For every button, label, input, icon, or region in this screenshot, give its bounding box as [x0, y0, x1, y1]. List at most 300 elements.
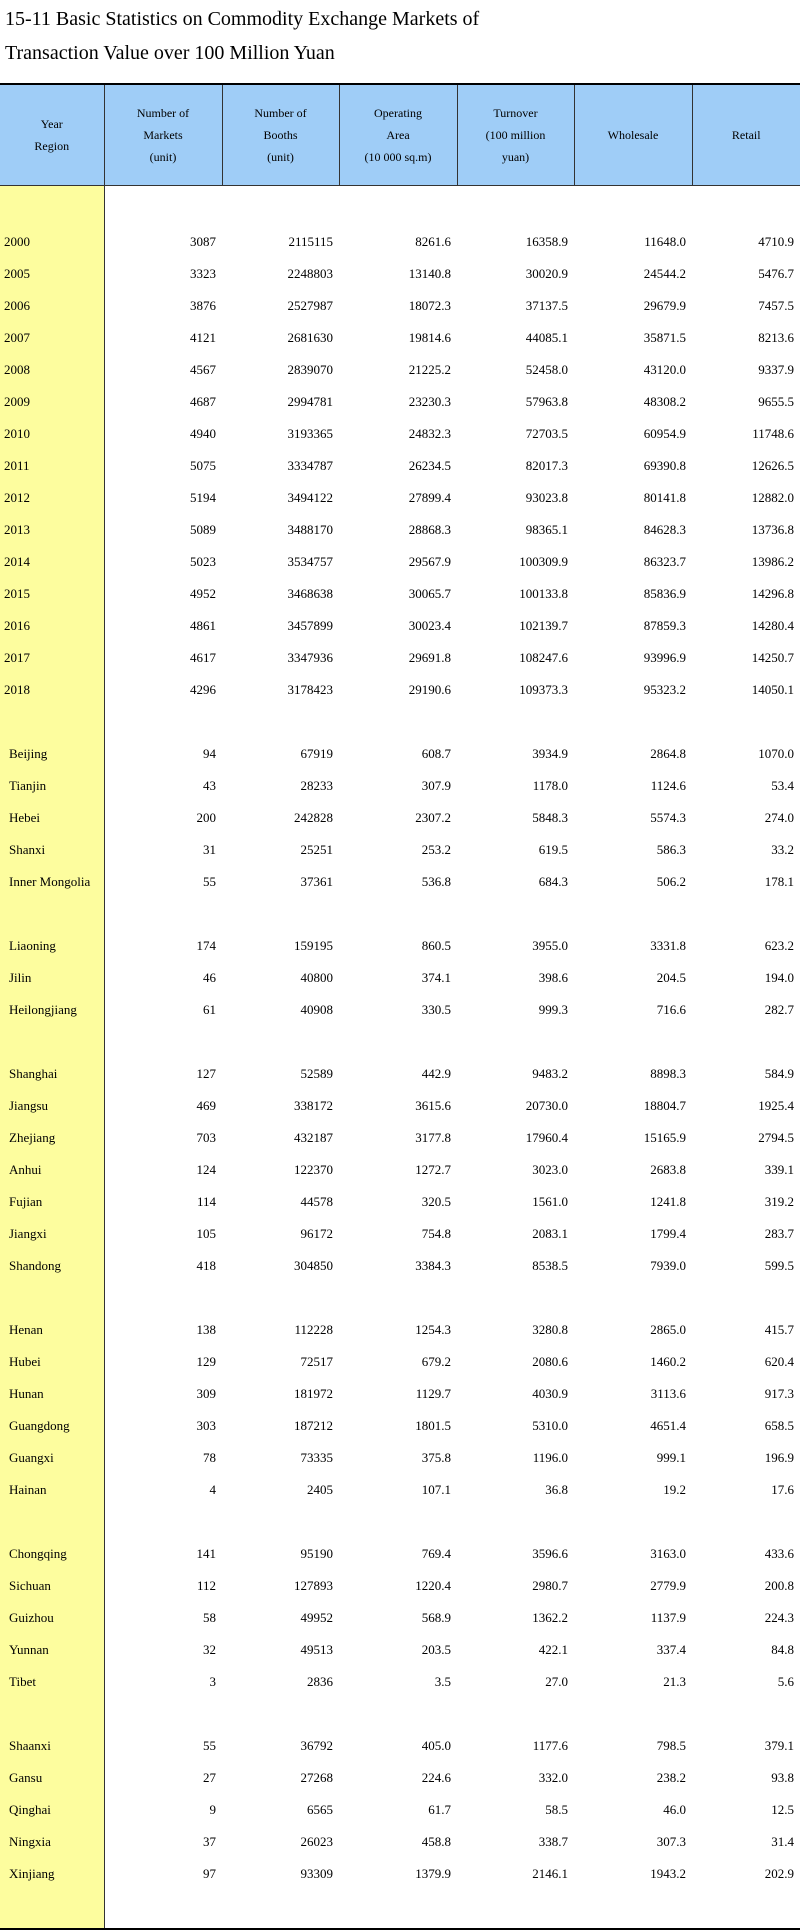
cell-wholesale: 87859.3	[643, 618, 686, 633]
region-row	[0, 1570, 800, 1602]
cell-wholesale: 2864.8	[650, 746, 686, 761]
region-row	[0, 1794, 800, 1826]
cell-markets: 58	[203, 1610, 216, 1625]
cell-operating-area: 1220.4	[415, 1578, 451, 1593]
cell-operating-area: 13140.8	[408, 266, 451, 281]
cell-operating-area: 374.1	[421, 970, 451, 985]
cell-markets: 27	[203, 1770, 216, 1785]
cell-booths: 44578	[300, 1194, 333, 1209]
cell-retail: 14280.4	[751, 618, 794, 633]
cell-booths: 159195	[294, 938, 333, 953]
year-row	[0, 386, 800, 418]
cell-operating-area: 536.8	[421, 874, 451, 889]
header-booths: Number of Booths (unit)	[222, 84, 339, 186]
cell-operating-area: 330.5	[421, 1002, 451, 1017]
cell-booths: 49513	[300, 1642, 333, 1657]
cell-booths: 25251	[300, 842, 333, 857]
cell-wholesale: 15165.9	[643, 1130, 686, 1145]
cell-markets: 55	[203, 1738, 216, 1753]
cell-wholesale: 84628.3	[643, 522, 686, 537]
cell-wholesale: 3163.0	[650, 1546, 686, 1561]
cell-markets: 5089	[190, 522, 216, 537]
cell-markets: 5075	[190, 458, 216, 473]
cell-turnover: 3955.0	[532, 938, 568, 953]
cell-wholesale: 1124.6	[650, 778, 686, 793]
cell-label: 2009	[0, 386, 104, 418]
cell-wholesale: 48308.2	[643, 394, 686, 409]
cell-markets: 174	[196, 938, 216, 953]
cell-wholesale: 93996.9	[643, 650, 686, 665]
region-row	[0, 834, 800, 866]
region-row	[0, 1538, 800, 1570]
cell-booths: 3468638	[287, 586, 333, 601]
cell-markets: 129	[196, 1354, 216, 1369]
cell-label: Qinghai	[0, 1794, 104, 1826]
year-row	[0, 226, 800, 258]
cell-booths: 6565	[307, 1802, 333, 1817]
cell-wholesale: 3113.6	[650, 1386, 686, 1401]
cell-markets: 55	[203, 874, 216, 889]
cell-wholesale: 3331.8	[650, 938, 686, 953]
cell-markets: 418	[196, 1258, 216, 1273]
cell-operating-area: 253.2	[421, 842, 451, 857]
cell-retail: 31.4	[771, 1834, 794, 1849]
year-row	[0, 674, 800, 706]
cell-retail: 274.0	[764, 810, 794, 825]
region-row	[0, 770, 800, 802]
cell-booths: 112228	[294, 1322, 333, 1337]
cell-markets: 141	[196, 1546, 216, 1561]
cell-retail: 620.4	[764, 1354, 794, 1369]
cell-wholesale: 2865.0	[650, 1322, 686, 1337]
cell-operating-area: 1254.3	[415, 1322, 451, 1337]
cell-markets: 4940	[190, 426, 216, 441]
cell-booths: 2836	[307, 1674, 333, 1689]
cell-booths: 72517	[300, 1354, 333, 1369]
cell-booths: 3494122	[287, 490, 333, 505]
cell-turnover: 102139.7	[519, 618, 568, 633]
year-row	[0, 642, 800, 674]
year-row	[0, 482, 800, 514]
cell-wholesale: 69390.8	[643, 458, 686, 473]
cell-wholesale: 19.2	[663, 1482, 686, 1497]
cell-label: 2014	[0, 546, 104, 578]
cell-turnover: 3023.0	[532, 1162, 568, 1177]
cell-turnover: 684.3	[538, 874, 568, 889]
cell-turnover: 398.6	[538, 970, 568, 985]
cell-retail: 11748.6	[752, 426, 794, 441]
cell-label: Tianjin	[0, 770, 104, 802]
cell-wholesale: 7939.0	[650, 1258, 686, 1273]
region-row	[0, 738, 800, 770]
year-row	[0, 578, 800, 610]
cell-retail: 178.1	[764, 874, 794, 889]
cell-wholesale: 86323.7	[643, 554, 686, 569]
cell-turnover: 17960.4	[525, 1130, 568, 1145]
cell-operating-area: 1272.7	[415, 1162, 451, 1177]
cell-retail: 93.8	[771, 1770, 794, 1785]
cell-booths: 93309	[300, 1866, 333, 1881]
cell-operating-area: 29691.8	[408, 650, 451, 665]
cell-label: Jiangxi	[0, 1218, 104, 1250]
cell-operating-area: 26234.5	[408, 458, 451, 473]
cell-turnover: 1178.0	[532, 778, 568, 793]
cell-turnover: 5848.3	[532, 810, 568, 825]
cell-markets: 124	[196, 1162, 216, 1177]
region-row	[0, 1058, 800, 1090]
cell-booths: 95190	[300, 1546, 333, 1561]
header-turnover: Turnover (100 million yuan)	[457, 84, 574, 186]
cell-operating-area: 30065.7	[408, 586, 451, 601]
cell-markets: 46	[203, 970, 216, 985]
cell-turnover: 37137.5	[525, 298, 568, 313]
cell-markets: 4	[209, 1482, 216, 1497]
region-row	[0, 1634, 800, 1666]
cell-label: Guizhou	[0, 1602, 104, 1634]
cell-retail: 14250.7	[751, 650, 794, 665]
cell-wholesale: 798.5	[656, 1738, 686, 1753]
cell-operating-area: 28868.3	[408, 522, 451, 537]
cell-wholesale: 307.3	[656, 1834, 686, 1849]
cell-label: 2015	[0, 578, 104, 610]
cell-booths: 3334787	[287, 458, 333, 473]
cell-markets: 5023	[190, 554, 216, 569]
cell-turnover: 1177.6	[532, 1738, 568, 1753]
cell-retail: 14296.8	[751, 586, 794, 601]
title-line-1: 15-11 Basic Statistics on Commodity Exchange Markets of	[5, 8, 480, 30]
cell-retail: 599.5	[764, 1258, 794, 1273]
cell-turnover: 338.7	[538, 1834, 568, 1849]
year-row	[0, 610, 800, 642]
cell-booths: 2405	[307, 1482, 333, 1497]
cell-turnover: 20730.0	[525, 1098, 568, 1113]
header-row	[0, 84, 800, 186]
cell-booths: 40800	[300, 970, 333, 985]
cell-operating-area: 1801.5	[415, 1418, 451, 1433]
cell-retail: 917.3	[764, 1386, 794, 1401]
cell-markets: 37	[203, 1834, 216, 1849]
cell-retail: 4710.9	[758, 234, 794, 249]
cell-label: 2006	[0, 290, 104, 322]
cell-wholesale: 1241.8	[650, 1194, 686, 1209]
cell-booths: 3457899	[287, 618, 333, 633]
cell-wholesale: 1799.4	[650, 1226, 686, 1241]
cell-turnover: 72703.5	[525, 426, 568, 441]
cell-turnover: 5310.0	[532, 1418, 568, 1433]
cell-booths: 2681630	[287, 330, 333, 345]
cell-wholesale: 716.6	[656, 1002, 686, 1017]
region-row	[0, 802, 800, 834]
cell-markets: 4861	[190, 618, 216, 633]
cell-markets: 43	[203, 778, 216, 793]
region-row	[0, 994, 800, 1026]
cell-operating-area: 107.1	[421, 1482, 451, 1497]
region-row	[0, 866, 800, 898]
cell-retail: 17.6	[771, 1482, 794, 1497]
cell-booths: 181972	[294, 1386, 333, 1401]
cell-operating-area: 24832.3	[408, 426, 451, 441]
cell-retail: 5.6	[777, 1674, 794, 1689]
region-row	[0, 1410, 800, 1442]
cell-retail: 53.4	[771, 778, 794, 793]
cell-booths: 242828	[294, 810, 333, 825]
cell-wholesale: 85836.9	[643, 586, 686, 601]
cell-label: Hainan	[0, 1474, 104, 1506]
cell-label: 2017	[0, 642, 104, 674]
cell-retail: 1925.4	[758, 1098, 794, 1113]
cell-markets: 4296	[190, 682, 216, 697]
cell-wholesale: 60954.9	[643, 426, 686, 441]
cell-retail: 415.7	[764, 1322, 794, 1337]
cell-turnover: 3596.6	[532, 1546, 568, 1561]
cell-markets: 4121	[190, 330, 216, 345]
cell-retail: 12882.0	[751, 490, 794, 505]
cell-booths: 49952	[300, 1610, 333, 1625]
cell-turnover: 93023.8	[525, 490, 568, 505]
cell-retail: 194.0	[764, 970, 794, 985]
cell-retail: 196.9	[764, 1450, 794, 1465]
cell-operating-area: 568.9	[421, 1610, 451, 1625]
region-row	[0, 1826, 800, 1858]
cell-operating-area: 23230.3	[408, 394, 451, 409]
cell-booths: 187212	[294, 1418, 333, 1433]
cell-wholesale: 24544.2	[643, 266, 686, 281]
cell-turnover: 82017.3	[525, 458, 568, 473]
header-markets: Number of Markets (unit)	[104, 84, 222, 186]
cell-label: 2008	[0, 354, 104, 386]
region-row	[0, 1122, 800, 1154]
cell-operating-area: 3615.6	[415, 1098, 451, 1113]
spacer-row	[0, 706, 800, 738]
cell-operating-area: 769.4	[421, 1546, 451, 1561]
cell-markets: 105	[196, 1226, 216, 1241]
cell-retail: 658.5	[764, 1418, 794, 1433]
region-row	[0, 1762, 800, 1794]
cell-markets: 127	[196, 1066, 216, 1081]
cell-retail: 14050.1	[751, 682, 794, 697]
cell-operating-area: 19814.6	[408, 330, 451, 345]
cell-turnover: 100309.9	[519, 554, 568, 569]
cell-turnover: 109373.3	[519, 682, 568, 697]
cell-booths: 73335	[300, 1450, 333, 1465]
cell-booths: 2248803	[287, 266, 333, 281]
cell-markets: 61	[203, 1002, 216, 1017]
cell-wholesale: 29679.9	[643, 298, 686, 313]
statistics-table	[0, 83, 800, 1930]
spacer-row	[0, 1282, 800, 1314]
cell-turnover: 9483.2	[532, 1066, 568, 1081]
cell-turnover: 422.1	[538, 1642, 568, 1657]
cell-label: 2016	[0, 610, 104, 642]
cell-turnover: 3934.9	[532, 746, 568, 761]
cell-wholesale: 238.2	[656, 1770, 686, 1785]
region-row	[0, 1602, 800, 1634]
cell-wholesale: 43120.0	[643, 362, 686, 377]
spacer-row	[0, 186, 800, 227]
cell-markets: 32	[203, 1642, 216, 1657]
cell-retail: 433.6	[764, 1546, 794, 1561]
cell-booths: 28233	[300, 778, 333, 793]
cell-booths: 27268	[300, 1770, 333, 1785]
region-row	[0, 1250, 800, 1282]
cell-booths: 122370	[294, 1162, 333, 1177]
cell-markets: 309	[196, 1386, 216, 1401]
cell-operating-area: 3.5	[434, 1674, 451, 1689]
cell-turnover: 57963.8	[525, 394, 568, 409]
year-row	[0, 322, 800, 354]
cell-markets: 114	[196, 1194, 216, 1209]
year-row	[0, 514, 800, 546]
cell-markets: 138	[196, 1322, 216, 1337]
header-year-region: Year Region	[0, 84, 104, 186]
cell-operating-area: 442.9	[421, 1066, 451, 1081]
cell-turnover: 27.0	[545, 1674, 568, 1689]
cell-operating-area: 1129.7	[415, 1386, 451, 1401]
cell-booths: 2115115	[288, 234, 333, 249]
cell-label: 2018	[0, 674, 104, 706]
cell-turnover: 36.8	[545, 1482, 568, 1497]
cell-label: 2000	[0, 226, 104, 258]
cell-label: Chongqing	[0, 1538, 104, 1570]
cell-markets: 303	[196, 1418, 216, 1433]
cell-label: Inner Mongolia	[0, 866, 104, 898]
cell-retail: 33.2	[771, 842, 794, 857]
cell-turnover: 58.5	[545, 1802, 568, 1817]
cell-label: Zhejiang	[0, 1122, 104, 1154]
cell-booths: 3347936	[287, 650, 333, 665]
cell-operating-area: 405.0	[421, 1738, 451, 1753]
spacer-row	[0, 1890, 800, 1929]
cell-operating-area: 29567.9	[408, 554, 451, 569]
cell-booths: 127893	[294, 1578, 333, 1593]
cell-operating-area: 375.8	[421, 1450, 451, 1465]
cell-operating-area: 30023.4	[408, 618, 451, 633]
cell-turnover: 8538.5	[532, 1258, 568, 1273]
cell-operating-area: 458.8	[421, 1834, 451, 1849]
cell-booths: 40908	[300, 1002, 333, 1017]
cell-turnover: 30020.9	[525, 266, 568, 281]
cell-turnover: 619.5	[538, 842, 568, 857]
cell-retail: 9655.5	[758, 394, 794, 409]
cell-markets: 94	[203, 746, 216, 761]
cell-turnover: 3280.8	[532, 1322, 568, 1337]
cell-turnover: 16358.9	[525, 234, 568, 249]
cell-turnover: 2980.7	[532, 1578, 568, 1593]
table-body	[0, 186, 800, 1930]
cell-retail: 202.9	[764, 1866, 794, 1881]
cell-wholesale: 999.1	[656, 1450, 686, 1465]
cell-markets: 3	[209, 1674, 216, 1689]
table-title	[5, 2, 645, 70]
cell-turnover: 52458.0	[525, 362, 568, 377]
cell-markets: 4687	[190, 394, 216, 409]
cell-wholesale: 1943.2	[650, 1866, 686, 1881]
cell-booths: 2994781	[287, 394, 333, 409]
region-row	[0, 1474, 800, 1506]
cell-operating-area: 608.7	[421, 746, 451, 761]
cell-wholesale: 80141.8	[643, 490, 686, 505]
cell-markets: 78	[203, 1450, 216, 1465]
cell-markets: 703	[196, 1130, 216, 1145]
cell-label: Heilongjiang	[0, 994, 104, 1026]
cell-wholesale: 204.5	[656, 970, 686, 985]
cell-label: Guangxi	[0, 1442, 104, 1474]
cell-label: Liaoning	[0, 930, 104, 962]
cell-booths: 3193365	[287, 426, 333, 441]
cell-operating-area: 2307.2	[415, 810, 451, 825]
cell-turnover: 2083.1	[532, 1226, 568, 1241]
cell-markets: 469	[196, 1098, 216, 1113]
cell-wholesale: 8898.3	[650, 1066, 686, 1081]
cell-turnover: 1561.0	[532, 1194, 568, 1209]
cell-retail: 7457.5	[758, 298, 794, 313]
cell-retail: 12.5	[771, 1802, 794, 1817]
cell-label: Jilin	[0, 962, 104, 994]
cell-operating-area: 3384.3	[415, 1258, 451, 1273]
cell-retail: 283.7	[764, 1226, 794, 1241]
cell-markets: 3876	[190, 298, 216, 313]
cell-wholesale: 1137.9	[650, 1610, 686, 1625]
cell-wholesale: 4651.4	[650, 1418, 686, 1433]
cell-retail: 623.2	[764, 938, 794, 953]
cell-label: Henan	[0, 1314, 104, 1346]
cell-operating-area: 860.5	[421, 938, 451, 953]
cell-label: Hebei	[0, 802, 104, 834]
cell-wholesale: 506.2	[656, 874, 686, 889]
region-row	[0, 1090, 800, 1122]
cell-wholesale: 2779.9	[650, 1578, 686, 1593]
cell-booths: 2839070	[287, 362, 333, 377]
cell-markets: 4617	[190, 650, 216, 665]
cell-markets: 3323	[190, 266, 216, 281]
cell-label: Tibet	[0, 1666, 104, 1698]
cell-turnover: 108247.6	[519, 650, 568, 665]
header-wholesale: Wholesale	[574, 84, 692, 186]
cell-wholesale: 2683.8	[650, 1162, 686, 1177]
cell-wholesale: 11648.0	[644, 234, 686, 249]
cell-operating-area: 8261.6	[415, 234, 451, 249]
cell-booths: 96172	[300, 1226, 333, 1241]
cell-label: 2012	[0, 482, 104, 514]
spacer-row	[0, 898, 800, 930]
cell-retail: 200.8	[764, 1578, 794, 1593]
region-row	[0, 1858, 800, 1890]
spacer-row	[0, 1506, 800, 1538]
cell-label: 2007	[0, 322, 104, 354]
region-row	[0, 1730, 800, 1762]
cell-label: Beijing	[0, 738, 104, 770]
cell-wholesale: 1460.2	[650, 1354, 686, 1369]
cell-wholesale: 586.3	[656, 842, 686, 857]
spacer-row	[0, 1026, 800, 1058]
header-retail: Retail	[692, 84, 800, 186]
cell-label: Shanghai	[0, 1058, 104, 1090]
cell-booths: 3534757	[287, 554, 333, 569]
cell-label: Hubei	[0, 1346, 104, 1378]
cell-markets: 9	[209, 1802, 216, 1817]
header-operating-area: Operating Area (10 000 sq.m)	[339, 84, 457, 186]
cell-operating-area: 29190.6	[408, 682, 451, 697]
cell-wholesale: 5574.3	[650, 810, 686, 825]
region-row	[0, 1186, 800, 1218]
cell-booths: 26023	[300, 1834, 333, 1849]
cell-retail: 2794.5	[758, 1130, 794, 1145]
cell-retail: 9337.9	[758, 362, 794, 377]
region-row	[0, 962, 800, 994]
cell-turnover: 1196.0	[532, 1450, 568, 1465]
cell-wholesale: 35871.5	[643, 330, 686, 345]
cell-markets: 5194	[190, 490, 216, 505]
